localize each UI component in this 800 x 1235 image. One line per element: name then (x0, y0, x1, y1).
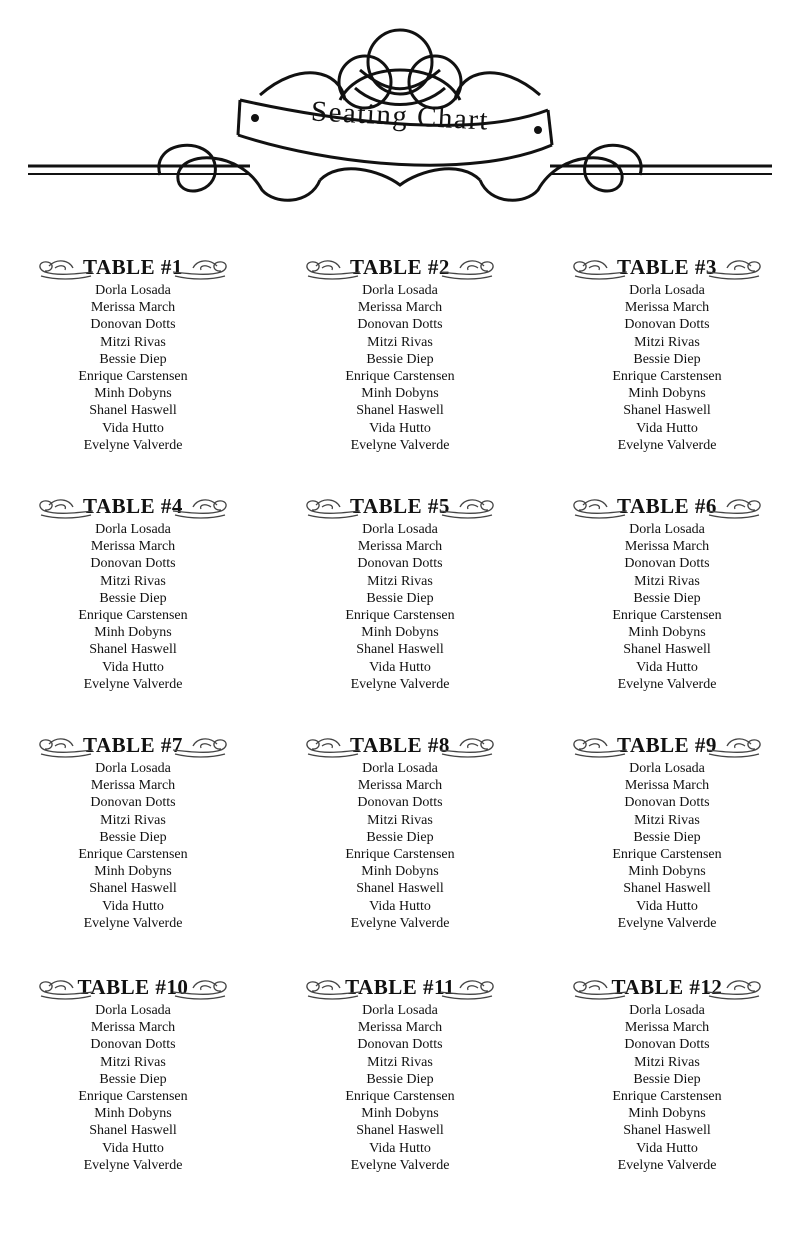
guest-name: Minh Dobyns (94, 864, 172, 880)
guest-name: Enrique Carstensen (345, 846, 455, 862)
swirl-ornament-icon (171, 976, 231, 1002)
guest-name: Minh Dobyns (94, 386, 172, 402)
header (0, 0, 800, 230)
swirl-ornament-icon (302, 976, 362, 1002)
table-block (534, 972, 800, 1202)
guest-name: Bessie Diep (366, 590, 434, 606)
guest-name: Shanel Haswell (89, 1123, 177, 1139)
guest-name: Merissa March (624, 539, 710, 555)
table-title: TABLE #3 (617, 255, 717, 279)
guest-name: Vida Hutto (369, 659, 431, 675)
guest-name: Dorla Losada (362, 283, 438, 298)
guest-name: Mitzi Rivas (367, 1054, 433, 1070)
guest-list (534, 282, 800, 454)
guest-name: Dorla Losada (95, 1003, 171, 1018)
table-heading (267, 730, 533, 760)
swirl-ornament-icon (438, 976, 498, 1002)
guest-name: Mitzi Rivas (100, 573, 166, 589)
guest-name: Minh Dobyns (628, 1106, 706, 1122)
table-heading (534, 252, 800, 282)
table-block (0, 491, 266, 721)
table-block (267, 252, 533, 482)
guest-list (534, 760, 800, 932)
guest-name: Merissa March (624, 300, 710, 316)
guest-name: Shanel Haswell (89, 403, 177, 419)
swirl-ornament-icon (438, 256, 498, 282)
guest-name: Merissa March (624, 1020, 710, 1036)
table-heading (0, 491, 266, 521)
guest-name: Shanel Haswell (623, 642, 711, 658)
swirl-ornament-icon (35, 256, 95, 282)
guest-name: Minh Dobyns (361, 386, 439, 402)
guest-name: Bessie Diep (366, 351, 434, 367)
guest-name: Donovan Dotts (357, 317, 443, 333)
guest-name: Merissa March (357, 300, 443, 316)
table-heading (0, 972, 266, 1002)
guest-name: Dorla Losada (629, 522, 705, 537)
guest-name: Evelyne Valverde (617, 915, 717, 931)
guest-name: Bessie Diep (366, 829, 434, 845)
guest-name: Evelyne Valverde (350, 676, 450, 692)
guest-name: Merissa March (624, 778, 710, 794)
guest-name: Evelyne Valverde (83, 437, 183, 453)
swirl-ornament-icon (171, 495, 231, 521)
guest-name: Bessie Diep (633, 351, 701, 367)
guest-name: Vida Hutto (369, 898, 431, 914)
guest-name: Bessie Diep (633, 590, 701, 606)
guest-list (534, 1002, 800, 1174)
guest-name: Vida Hutto (636, 898, 698, 914)
guest-name: Enrique Carstensen (345, 607, 455, 623)
swirl-ornament-icon (438, 734, 498, 760)
guest-list (267, 760, 533, 932)
guest-name: Shanel Haswell (89, 881, 177, 897)
table-title: TABLE #5 (350, 494, 450, 518)
guest-name: Donovan Dotts (624, 317, 710, 333)
table-title: TABLE #12 (611, 975, 723, 999)
guest-name: Dorla Losada (362, 761, 438, 776)
guest-name: Donovan Dotts (624, 1037, 710, 1053)
guest-name: Shanel Haswell (356, 642, 444, 658)
guest-name: Bessie Diep (99, 590, 167, 606)
guest-name: Evelyne Valverde (350, 915, 450, 931)
guest-name: Dorla Losada (629, 283, 705, 298)
swirl-ornament-icon (705, 976, 765, 1002)
table-block (0, 730, 266, 960)
guest-name: Merissa March (357, 778, 443, 794)
guest-name: Minh Dobyns (628, 864, 706, 880)
guest-name: Mitzi Rivas (367, 812, 433, 828)
swirl-ornament-icon (569, 256, 629, 282)
guest-name: Shanel Haswell (623, 881, 711, 897)
guest-name: Shanel Haswell (623, 1123, 711, 1139)
table-block (267, 491, 533, 721)
page-title: Seating Chart (310, 95, 490, 137)
swirl-ornament-icon (302, 256, 362, 282)
table-heading (0, 252, 266, 282)
table-heading (534, 972, 800, 1002)
guest-name: Minh Dobyns (628, 386, 706, 402)
lower-flourish (159, 145, 641, 200)
guest-name: Evelyne Valverde (617, 676, 717, 692)
guest-name: Merissa March (357, 539, 443, 555)
guest-name: Evelyne Valverde (617, 1157, 717, 1173)
guest-name: Donovan Dotts (624, 556, 710, 572)
guest-name: Shanel Haswell (623, 403, 711, 419)
guest-name: Mitzi Rivas (634, 334, 700, 350)
guest-name: Merissa March (90, 778, 176, 794)
guest-name: Bessie Diep (633, 1071, 701, 1087)
guest-list (0, 760, 266, 932)
tables-grid (0, 252, 800, 1202)
swirl-ornament-icon (35, 495, 95, 521)
guest-name: Dorla Losada (629, 1003, 705, 1018)
guest-name: Mitzi Rivas (100, 812, 166, 828)
guest-list (534, 521, 800, 693)
guest-name: Evelyne Valverde (83, 915, 183, 931)
guest-list (267, 1002, 533, 1174)
swirl-ornament-icon (35, 976, 95, 1002)
guest-name: Evelyne Valverde (350, 1157, 450, 1173)
swirl-ornament-icon (569, 734, 629, 760)
guest-name: Minh Dobyns (94, 1106, 172, 1122)
guest-name: Donovan Dotts (624, 795, 710, 811)
guest-name: Vida Hutto (636, 659, 698, 675)
table-block (0, 972, 266, 1202)
table-heading (267, 972, 533, 1002)
guest-name: Enrique Carstensen (612, 846, 722, 862)
guest-name: Donovan Dotts (90, 795, 176, 811)
guest-name: Dorla Losada (629, 761, 705, 776)
guest-name: Vida Hutto (102, 420, 164, 436)
swirl-ornament-icon (171, 734, 231, 760)
guest-name: Vida Hutto (636, 1140, 698, 1156)
table-title: TABLE #4 (83, 494, 183, 518)
swirl-ornament-icon (569, 495, 629, 521)
guest-name: Dorla Losada (95, 522, 171, 537)
guest-name: Shanel Haswell (356, 1123, 444, 1139)
swirl-ornament-icon (705, 256, 765, 282)
guest-name: Enrique Carstensen (612, 607, 722, 623)
guest-name: Vida Hutto (102, 898, 164, 914)
guest-name: Minh Dobyns (628, 625, 706, 641)
table-heading (267, 491, 533, 521)
guest-name: Bessie Diep (366, 1071, 434, 1087)
swirl-ornament-icon (569, 976, 629, 1002)
guest-name: Mitzi Rivas (634, 573, 700, 589)
guest-name: Donovan Dotts (357, 1037, 443, 1053)
guest-name: Minh Dobyns (361, 864, 439, 880)
guest-name: Merissa March (90, 1020, 176, 1036)
guest-list (267, 282, 533, 454)
table-title: TABLE #10 (77, 975, 189, 999)
guest-name: Enrique Carstensen (345, 368, 455, 384)
guest-name: Vida Hutto (369, 1140, 431, 1156)
table-heading (534, 730, 800, 760)
guest-name: Vida Hutto (369, 420, 431, 436)
guest-name: Minh Dobyns (361, 1106, 439, 1122)
guest-name: Dorla Losada (95, 283, 171, 298)
guest-name: Donovan Dotts (90, 556, 176, 572)
guest-name: Mitzi Rivas (100, 1054, 166, 1070)
table-block (534, 252, 800, 482)
guest-name: Vida Hutto (636, 420, 698, 436)
guest-name: Enrique Carstensen (78, 1088, 188, 1104)
guest-name: Mitzi Rivas (634, 1054, 700, 1070)
guest-name: Shanel Haswell (356, 881, 444, 897)
guest-name: Donovan Dotts (357, 556, 443, 572)
guest-list (0, 521, 266, 693)
guest-name: Minh Dobyns (94, 625, 172, 641)
guest-name: Shanel Haswell (356, 403, 444, 419)
guest-name: Shanel Haswell (89, 642, 177, 658)
table-block (267, 730, 533, 960)
guest-list (0, 1002, 266, 1174)
guest-name: Bessie Diep (99, 1071, 167, 1087)
table-block (534, 491, 800, 721)
guest-name: Enrique Carstensen (78, 368, 188, 384)
swirl-ornament-icon (438, 495, 498, 521)
guest-name: Vida Hutto (102, 1140, 164, 1156)
guest-list (0, 282, 266, 454)
table-title: TABLE #9 (617, 733, 717, 757)
swirl-ornament-icon (302, 495, 362, 521)
table-block (267, 972, 533, 1202)
table-heading (0, 730, 266, 760)
guest-name: Evelyne Valverde (83, 676, 183, 692)
swirl-ornament-icon (302, 734, 362, 760)
guest-name: Enrique Carstensen (612, 1088, 722, 1104)
swirl-ornament-icon (171, 256, 231, 282)
guest-name: Merissa March (90, 539, 176, 555)
guest-name: Merissa March (90, 300, 176, 316)
guest-name: Enrique Carstensen (78, 846, 188, 862)
table-block (534, 730, 800, 960)
guest-name: Bessie Diep (633, 829, 701, 845)
guest-name: Mitzi Rivas (100, 334, 166, 350)
guest-name: Enrique Carstensen (345, 1088, 455, 1104)
table-title: TABLE #7 (83, 733, 183, 757)
guest-name: Dorla Losada (362, 1003, 438, 1018)
table-title: TABLE #1 (83, 255, 183, 279)
swirl-ornament-icon (705, 495, 765, 521)
guest-name: Evelyne Valverde (83, 1157, 183, 1173)
guest-name: Mitzi Rivas (634, 812, 700, 828)
guest-list (267, 521, 533, 693)
guest-name: Evelyne Valverde (350, 437, 450, 453)
guest-name: Mitzi Rivas (367, 573, 433, 589)
guest-name: Bessie Diep (99, 829, 167, 845)
guest-name: Dorla Losada (95, 761, 171, 776)
guest-name: Bessie Diep (99, 351, 167, 367)
table-title: TABLE #8 (350, 733, 450, 757)
guest-name: Enrique Carstensen (612, 368, 722, 384)
table-title: TABLE #6 (617, 494, 717, 518)
swirl-ornament-icon (705, 734, 765, 760)
guest-name: Donovan Dotts (90, 317, 176, 333)
guest-name: Minh Dobyns (361, 625, 439, 641)
guest-name: Enrique Carstensen (78, 607, 188, 623)
guest-name: Vida Hutto (102, 659, 164, 675)
guest-name: Evelyne Valverde (617, 437, 717, 453)
guest-name: Donovan Dotts (357, 795, 443, 811)
guest-name: Donovan Dotts (90, 1037, 176, 1053)
guest-name: Merissa March (357, 1020, 443, 1036)
guest-name: Dorla Losada (362, 522, 438, 537)
table-block (0, 252, 266, 482)
table-title: TABLE #2 (350, 255, 450, 279)
guest-name: Mitzi Rivas (367, 334, 433, 350)
table-title: TABLE #11 (345, 975, 455, 999)
table-heading (534, 491, 800, 521)
table-heading (267, 252, 533, 282)
swirl-ornament-icon (35, 734, 95, 760)
